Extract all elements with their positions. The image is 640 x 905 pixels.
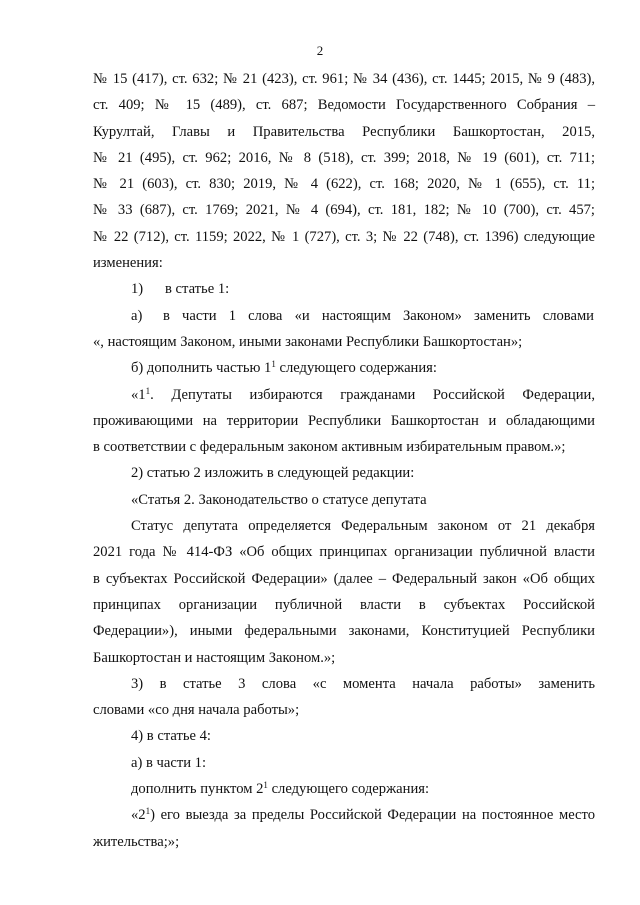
list-item-1	[93, 276, 595, 302]
list-item-4: 4) в статье 4:	[131, 728, 211, 745]
text-line: Башкортостан и настоящим Законом.»;	[93, 649, 336, 666]
text-line: словами «со дня начала работы»;	[93, 702, 300, 719]
sub-item-b-text-end: следующего содержания:	[275, 360, 437, 377]
text-line: изменения:	[93, 255, 163, 272]
document-body	[93, 66, 595, 855]
text-line: № 22 (712), ст. 1159; 2022, № 1 (727), ст. 3; № 22 (748), ст. 1396) следующие	[93, 228, 595, 245]
text-line: проживающими на территории Республики Башкортостан и обладающими	[93, 412, 595, 429]
text-line: в соответствии с федеральным законом активным избирательным правом.»;	[93, 439, 566, 456]
list-item-number: 1)	[131, 281, 144, 298]
quoted-part-number: «1	[131, 386, 146, 403]
sub-item-b-text: б) дополнить частью 1	[131, 360, 272, 377]
page-number: 2	[316, 43, 324, 58]
sub-item-a: а) в части 1:	[131, 754, 207, 771]
sub-item-text: в части 1 слова «и настоящим Законом» заменить словами	[163, 307, 594, 324]
superscript: 1	[145, 385, 151, 396]
sub-item-a	[93, 303, 595, 329]
quoted-part-text: . Депутаты избираются гражданами Российской Федерации,	[150, 386, 595, 403]
quoted-point-number: «2	[131, 807, 146, 824]
superscript: 1	[145, 806, 151, 817]
text-line: принципах организации публичной власти в субъектах Российской	[93, 596, 595, 613]
text-line: 2021 года № 414-ФЗ «Об общих принципах организации публичной власти	[93, 544, 595, 561]
text-line: № 15 (417), ст. 632; № 21 (423), ст. 961; № 34 (436), ст. 1445; 2015, № 9 (483),	[93, 71, 595, 87]
text-line: в субъектах Российской Федерации» (далее – Федеральный закон «Об общих	[93, 570, 595, 587]
text-line	[93, 776, 595, 802]
text-line: Курултай, Главы и Правительства Республики Башкортостан, 2015,	[93, 123, 595, 140]
article-heading: «Статья 2. Законодательство о статусе депутата	[131, 491, 427, 508]
list-item-text: в статье 1:	[165, 281, 230, 298]
add-point-text: дополнить пунктом 2	[131, 781, 264, 798]
sub-item-b	[93, 355, 595, 381]
text-line: ст. 409; № 15 (489), ст. 687; Ведомости Государственного Собрания –	[93, 97, 595, 114]
quoted-point-line	[93, 802, 595, 828]
text-line: № 21 (603), ст. 830; 2019, № 4 (622), ст. 168; 2020, № 1 (655), ст. 11;	[93, 176, 595, 193]
list-item-2: 2) статью 2 изложить в следующей редакции:	[131, 465, 415, 482]
quoted-point-text: ) его выезда за пределы Российской Федерации на постоянное место	[150, 807, 595, 824]
text-line: № 33 (687), ст. 1769; 2021, № 4 (694), ст. 181, 182; № 10 (700), ст. 457;	[93, 202, 595, 219]
text-line: «, настоящим Законом, иными законами Республики Башкортостан»;	[93, 333, 523, 350]
superscript: 1	[271, 359, 276, 370]
add-point-text-end: следующего содержания:	[267, 781, 430, 798]
text-line: Федерации»), иными федеральными законами, Конституцией Республики	[93, 623, 595, 640]
text-line: Статус депутата определяется Федеральным законом от 21 декабря	[131, 518, 595, 535]
superscript: 1	[263, 780, 268, 791]
sub-item-letter: а)	[131, 307, 143, 324]
text-line: № 21 (495), ст. 962; 2016, № 8 (518), ст. 399; 2018, № 19 (601), ст. 711;	[93, 149, 595, 166]
list-item-3: 3) в статье 3 слова «с момента начала работы» заменить	[131, 675, 595, 692]
quoted-part-line	[93, 382, 595, 408]
text-line: жительства;»;	[93, 833, 180, 850]
